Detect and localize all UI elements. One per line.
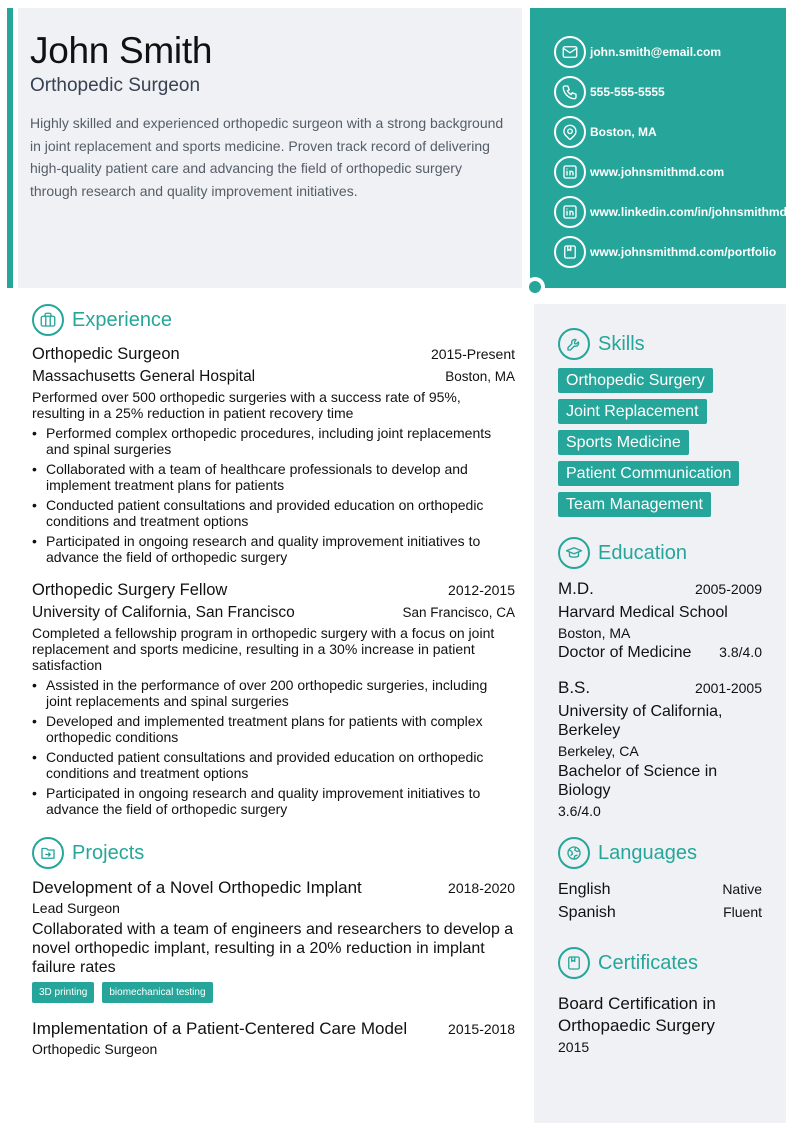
education-heading [558,535,762,571]
list-item: • Assisted in the performance of over 200 orthopedic surgeries, including joint replacements and spinal surgeries [32,677,515,709]
skills-list [558,368,762,523]
languages-list [558,881,762,927]
skill-tag: Joint Replacement [558,399,707,424]
language-name: English [558,881,611,898]
experience-title: Experience [72,308,173,331]
job-entry [32,345,515,565]
list-item: • Participated in ongoing research and quality improvement initiatives to advance the field of orthopedic surgery [32,785,515,817]
job-location: San Francisco, CA [402,605,515,620]
candidate-name: John Smith [30,30,213,71]
project-tags [32,982,515,1003]
job-entry [32,581,515,817]
education-entry [558,579,762,662]
certificate-icon [558,947,590,979]
main-column [32,302,515,1057]
profile-summary: Highly skilled and experienced orthopedic surgeon with a strong background in joint replacement and sports medicine. Proven track record of delivering high-quality patient care and advancing the field of orthopedic surgery through research and quality improvement initiatives. [30,115,504,199]
job-summary: Completed a fellowship program in orthopedic surgery with a focus on joint replacement and sports medicine, resulting in a 30% increase in patient satisfaction [32,625,495,673]
skill-tag: Orthopedic Surgery [558,368,713,393]
candidate-title: Orthopedic Surgeon [30,75,201,96]
skill-tag: Sports Medicine [558,430,689,455]
job-location: Boston, MA [445,369,515,384]
edu-school: Harvard Medical School [558,604,728,621]
project-dates: 2015-2018 [448,1021,515,1037]
job-dates: 2012-2015 [448,582,515,598]
list-item: • Collaborated with a team of healthcare professionals to develop and implement treatment plans for patients [32,461,515,493]
project-tag: biomechanical testing [102,982,212,1003]
list-item: • Conducted patient consultations and provided education on orthopedic conditions and treatment options [32,749,515,781]
decorative-dot [529,281,541,293]
projects-heading [32,835,515,871]
wrench-icon [558,328,590,360]
contact-portfolio-text: www.johnsmithmd.com/portfolio [590,245,777,259]
list-item: • Performed complex orthopedic procedures, including joint replacements and spinal surgeries [32,425,515,457]
edu-school: University of California, Berkeley [558,703,723,739]
experience-heading [32,302,515,338]
contact-email-text: john.smith@email.com [590,45,722,59]
job-title: Orthopedic Surgery Fellow [32,581,228,599]
globe-icon [558,837,590,869]
edu-degree: M.D. [558,579,594,598]
edu-gpa: 3.6/4.0 [558,803,601,819]
map-pin-icon [554,116,586,148]
project-title: Implementation of a Patient-Centered Care Model [32,1019,408,1038]
contact-portfolio[interactable] [554,232,786,272]
mail-icon [554,36,586,68]
certificate-entry [558,993,762,1055]
job-bullets [32,425,515,565]
list-item: • Conducted patient consultations and provided education on orthopedic conditions and treatment options [32,497,515,529]
edu-city: Berkeley, CA [558,743,639,759]
briefcase-icon [32,304,64,336]
projects-title: Projects [72,841,145,864]
language-level: Native [722,881,762,897]
sidebar [534,304,786,1123]
job-title: Orthopedic Surgeon [32,345,180,363]
edu-degree: B.S. [558,678,591,697]
contact-website[interactable] [554,152,786,192]
edu-city: Boston, MA [558,625,631,641]
certificates-heading [558,945,762,981]
header-accent-bar [7,8,13,288]
skills-heading [558,326,762,362]
certificate-year: 2015 [558,1039,590,1055]
certificate-name: Board Certification in Orthopaedic Surgery [558,994,716,1035]
skill-tag: Patient Communication [558,461,739,486]
language-row [558,904,762,927]
phone-icon [554,76,586,108]
language-level: Fluent [723,904,762,920]
contact-location-text: Boston, MA [590,125,657,139]
project-entry [32,1019,515,1057]
job-summary: Performed over 500 orthopedic surgeries with a success rate of 95%, resulting in a 25% reduction in patient recovery time [32,389,461,421]
job-bullets [32,677,515,817]
language-row [558,881,762,904]
job-organization: Massachusetts General Hospital [32,368,256,385]
project-title: Development of a Novel Orthopedic Implant [32,878,362,897]
portfolio-icon [554,236,586,268]
linkedin-icon [554,156,586,188]
education-title: Education [598,541,687,564]
graduation-cap-icon [558,537,590,569]
edu-dates: 2005-2009 [695,581,762,597]
certificates-title: Certificates [598,951,699,974]
job-organization: University of California, San Francisco [32,604,295,621]
contact-website-text: www.johnsmithmd.com [590,165,725,179]
list-item: • Developed and implemented treatment plans for patients with complex orthopedic conditions [32,713,515,745]
contact-panel [530,8,786,288]
contact-linkedin-text: www.linkedin.com/in/johnsmithmd [590,205,787,219]
project-entry [32,878,515,1003]
linkedin-icon [554,196,586,228]
languages-heading [558,835,762,871]
project-role: Lead Surgeon [32,900,120,916]
folder-icon [32,837,64,869]
edu-field: Doctor of Medicine [558,644,692,661]
edu-field: Bachelor of Science in Biology [558,763,718,799]
skills-title: Skills [598,332,645,355]
project-tag: 3D printing [32,982,94,1003]
edu-gpa: 3.8/4.0 [719,644,762,660]
contact-email[interactable] [554,32,786,72]
project-dates: 2018-2020 [448,880,515,896]
list-item: • Participated in ongoing research and quality improvement initiatives to advance the field of orthopedic surgery [32,533,515,565]
contact-location [554,112,786,152]
edu-dates: 2001-2005 [695,680,762,696]
contact-linkedin[interactable] [554,192,786,232]
contact-phone[interactable] [554,72,786,112]
contact-phone-text: 555-555-5555 [590,85,665,99]
project-role: Orthopedic Surgeon [32,1041,158,1057]
job-dates: 2015-Present [430,346,515,362]
skill-tag: Team Management [558,492,711,517]
languages-title: Languages [598,841,697,864]
header [18,8,522,288]
language-name: Spanish [558,904,616,921]
project-description: Collaborated with a team of engineers and researchers to develop a novel orthopedic implant, resulting in a 20% reduction in implant failure rates [32,921,514,976]
education-entry [558,678,762,819]
